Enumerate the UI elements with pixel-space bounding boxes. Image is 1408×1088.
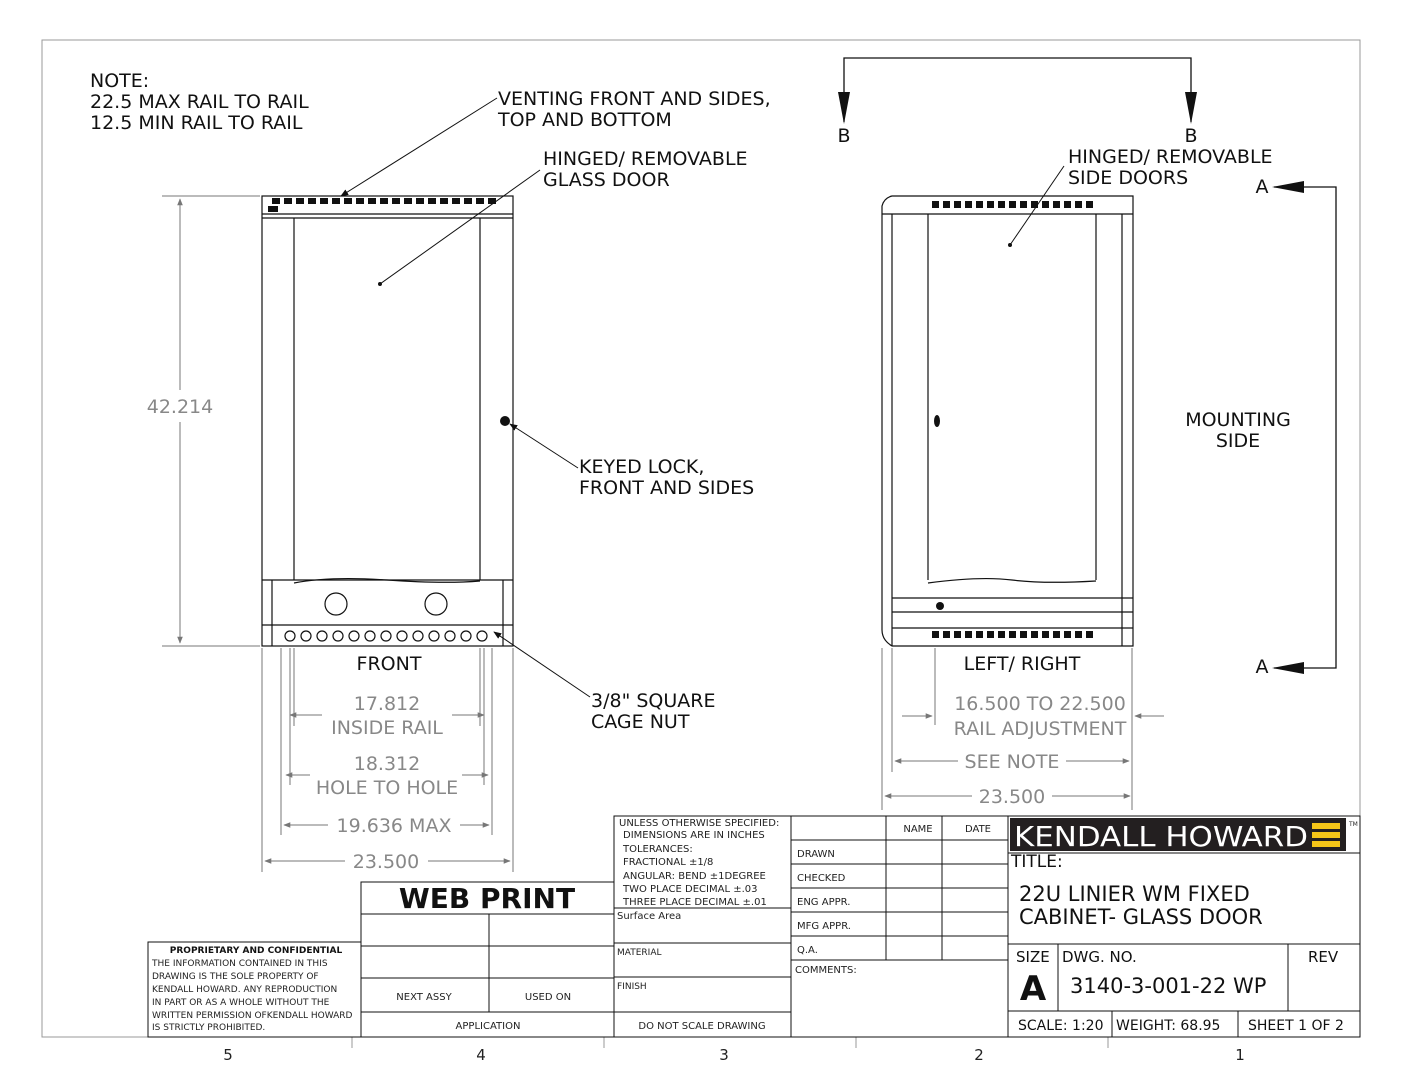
date-column-header: DATE xyxy=(964,824,992,835)
dim-max-width: 19.636 MAX xyxy=(336,815,452,837)
callout-cage-nut: 3/8" SQUARE xyxy=(591,690,716,712)
dim-rail-adj-value: 16.500 TO 22.500 xyxy=(954,693,1126,715)
side-view-label: LEFT/ RIGHT xyxy=(963,653,1081,675)
zone-label: 3 xyxy=(719,1046,729,1064)
drawing-title: 22U LINIER WM FIXED xyxy=(1019,882,1250,906)
mounting-side-label: MOUNTING xyxy=(1185,409,1291,431)
size-value: A xyxy=(1019,969,1047,1009)
front-view-label: FRONT xyxy=(356,653,422,675)
zone-label: 4 xyxy=(476,1046,486,1064)
used-on-label: USED ON xyxy=(524,992,572,1003)
title-label: TITLE: xyxy=(1011,852,1063,872)
material-label: MATERIAL xyxy=(617,948,662,958)
trademark-label: TM xyxy=(1349,821,1358,828)
zone-markers xyxy=(352,1037,1108,1048)
size-label: SIZE xyxy=(1016,948,1050,966)
dim-see-note: SEE NOTE xyxy=(964,751,1060,773)
rev-label: REV xyxy=(1308,948,1339,966)
proprietary-line: DRAWING IS THE SOLE PROPERTY OF xyxy=(152,972,319,982)
sheet-label: SHEET 1 OF 2 xyxy=(1248,1018,1344,1034)
spec-line: ANGULAR: BEND ±1DEGREE xyxy=(623,871,766,882)
proprietary-title: PROPRIETARY AND CONFIDENTIAL xyxy=(169,946,343,956)
approval-row-label: DRAWN xyxy=(797,849,835,860)
callout-side-doors: SIDE DOORS xyxy=(1068,167,1189,189)
mounting-side-label: SIDE xyxy=(1215,430,1261,452)
callout-cage-nut: CAGE NUT xyxy=(591,711,690,733)
application-label: APPLICATION xyxy=(455,1021,521,1032)
dim-side-width: 23.500 xyxy=(978,786,1046,808)
zone-label: 1 xyxy=(1235,1046,1245,1064)
note-title: NOTE: xyxy=(90,70,150,92)
front-view xyxy=(262,196,513,646)
do-not-scale-label: DO NOT SCALE DRAWING xyxy=(638,1021,766,1032)
side-top-vents xyxy=(932,201,1093,208)
spec-line: UNLESS OTHERWISE SPECIFIED: xyxy=(619,818,780,829)
finish-label: FINISH xyxy=(617,982,647,992)
dim-rail-adj-label: RAIL ADJUSTMENT xyxy=(953,718,1127,740)
callout-lock: FRONT AND SIDES xyxy=(579,477,755,499)
spec-line: TOLERANCES: xyxy=(623,844,693,855)
spec-line: TWO PLACE DECIMAL ±.03 xyxy=(623,884,758,895)
section-b-line xyxy=(844,58,1191,122)
callout-venting: TOP AND BOTTOM xyxy=(498,109,672,131)
approval-row-label: CHECKED xyxy=(797,873,846,884)
name-column-header: NAME xyxy=(903,824,933,835)
section-b-label: B xyxy=(837,125,851,147)
drawing-title: CABINET- GLASS DOOR xyxy=(1019,905,1263,929)
side-latch-icon xyxy=(936,602,944,610)
next-assy-label: NEXT ASSY xyxy=(396,992,452,1003)
dim-inside-rail-value: 17.812 xyxy=(353,693,421,715)
dim-height: 42.214 xyxy=(146,396,214,418)
callout-side-doors: HINGED/ REMOVABLE xyxy=(1068,146,1273,168)
front-top-vents xyxy=(268,198,496,212)
proprietary-line: WRITTEN PERMISSION OFKENDALL HOWARD xyxy=(152,1011,353,1021)
zone-label: 2 xyxy=(974,1046,984,1064)
spec-line: THREE PLACE DECIMAL ±.01 xyxy=(623,897,767,908)
proprietary-line: IS STRICTLY PROHIBITED. xyxy=(152,1023,266,1033)
logo-stripes-icon xyxy=(1312,823,1340,847)
approval-row-label: MFG APPR. xyxy=(797,921,851,932)
weight-label: WEIGHT: 68.95 xyxy=(1116,1018,1221,1034)
section-a-label: A xyxy=(1255,176,1269,198)
dim-front-width: 23.500 xyxy=(352,851,420,873)
dwg-no-value: 3140-3-001-22 WP xyxy=(1070,974,1267,998)
callout-glass-door: HINGED/ REMOVABLE xyxy=(543,148,748,170)
scale-label: SCALE: 1:20 xyxy=(1018,1018,1104,1034)
front-cage-nut-holes xyxy=(285,631,487,641)
approval-row-label: Q.A. xyxy=(797,945,818,956)
spec-line: FRACTIONAL ±1/8 xyxy=(623,857,714,868)
leader-dot xyxy=(378,282,382,286)
callout-venting: VENTING FRONT AND SIDES, xyxy=(498,88,771,110)
dim-inside-rail-label: INSIDE RAIL xyxy=(331,717,443,739)
section-b-arrow-left xyxy=(838,92,850,124)
proprietary-line: IN PART OR AS A WHOLE WITHOUT THE xyxy=(152,998,330,1008)
approval-row-label: ENG APPR. xyxy=(797,897,851,908)
section-b-label: B xyxy=(1184,125,1198,147)
section-a-arrow-top xyxy=(1272,181,1304,193)
proprietary-line: KENDALL HOWARD. ANY REPRODUCTION xyxy=(152,985,338,995)
section-a-label: A xyxy=(1255,656,1269,678)
surface-area-label: Surface Area xyxy=(617,911,682,922)
note-line: 22.5 MAX RAIL TO RAIL xyxy=(90,91,309,113)
spec-line: DIMENSIONS ARE IN INCHES xyxy=(623,830,765,841)
note-line: 12.5 MIN RAIL TO RAIL xyxy=(90,112,303,134)
side-bottom-vents xyxy=(932,631,1093,638)
web-print-stamp: WEB PRINT xyxy=(398,882,576,915)
callout-glass-door: GLASS DOOR xyxy=(543,169,670,191)
proprietary-line: THE INFORMATION CONTAINED IN THIS xyxy=(152,959,328,969)
dim-hole-value: 18.312 xyxy=(353,753,421,775)
section-a-arrow-bottom xyxy=(1272,662,1304,674)
company-logo-text: KENDALL HOWARD xyxy=(1014,820,1308,853)
comments-label: COMMENTS: xyxy=(795,965,857,976)
front-lock-icon xyxy=(500,416,510,426)
section-b-arrow-right xyxy=(1185,92,1197,124)
dwg-no-label: DWG. NO. xyxy=(1062,948,1137,966)
front-dimension-lines xyxy=(162,196,513,872)
dim-hole-label: HOLE TO HOLE xyxy=(315,777,459,799)
side-view xyxy=(882,196,1133,646)
leader-dot xyxy=(1008,243,1012,247)
callout-lock: KEYED LOCK, xyxy=(579,456,705,478)
zone-label: 5 xyxy=(223,1046,233,1064)
side-lock-icon xyxy=(934,415,940,427)
